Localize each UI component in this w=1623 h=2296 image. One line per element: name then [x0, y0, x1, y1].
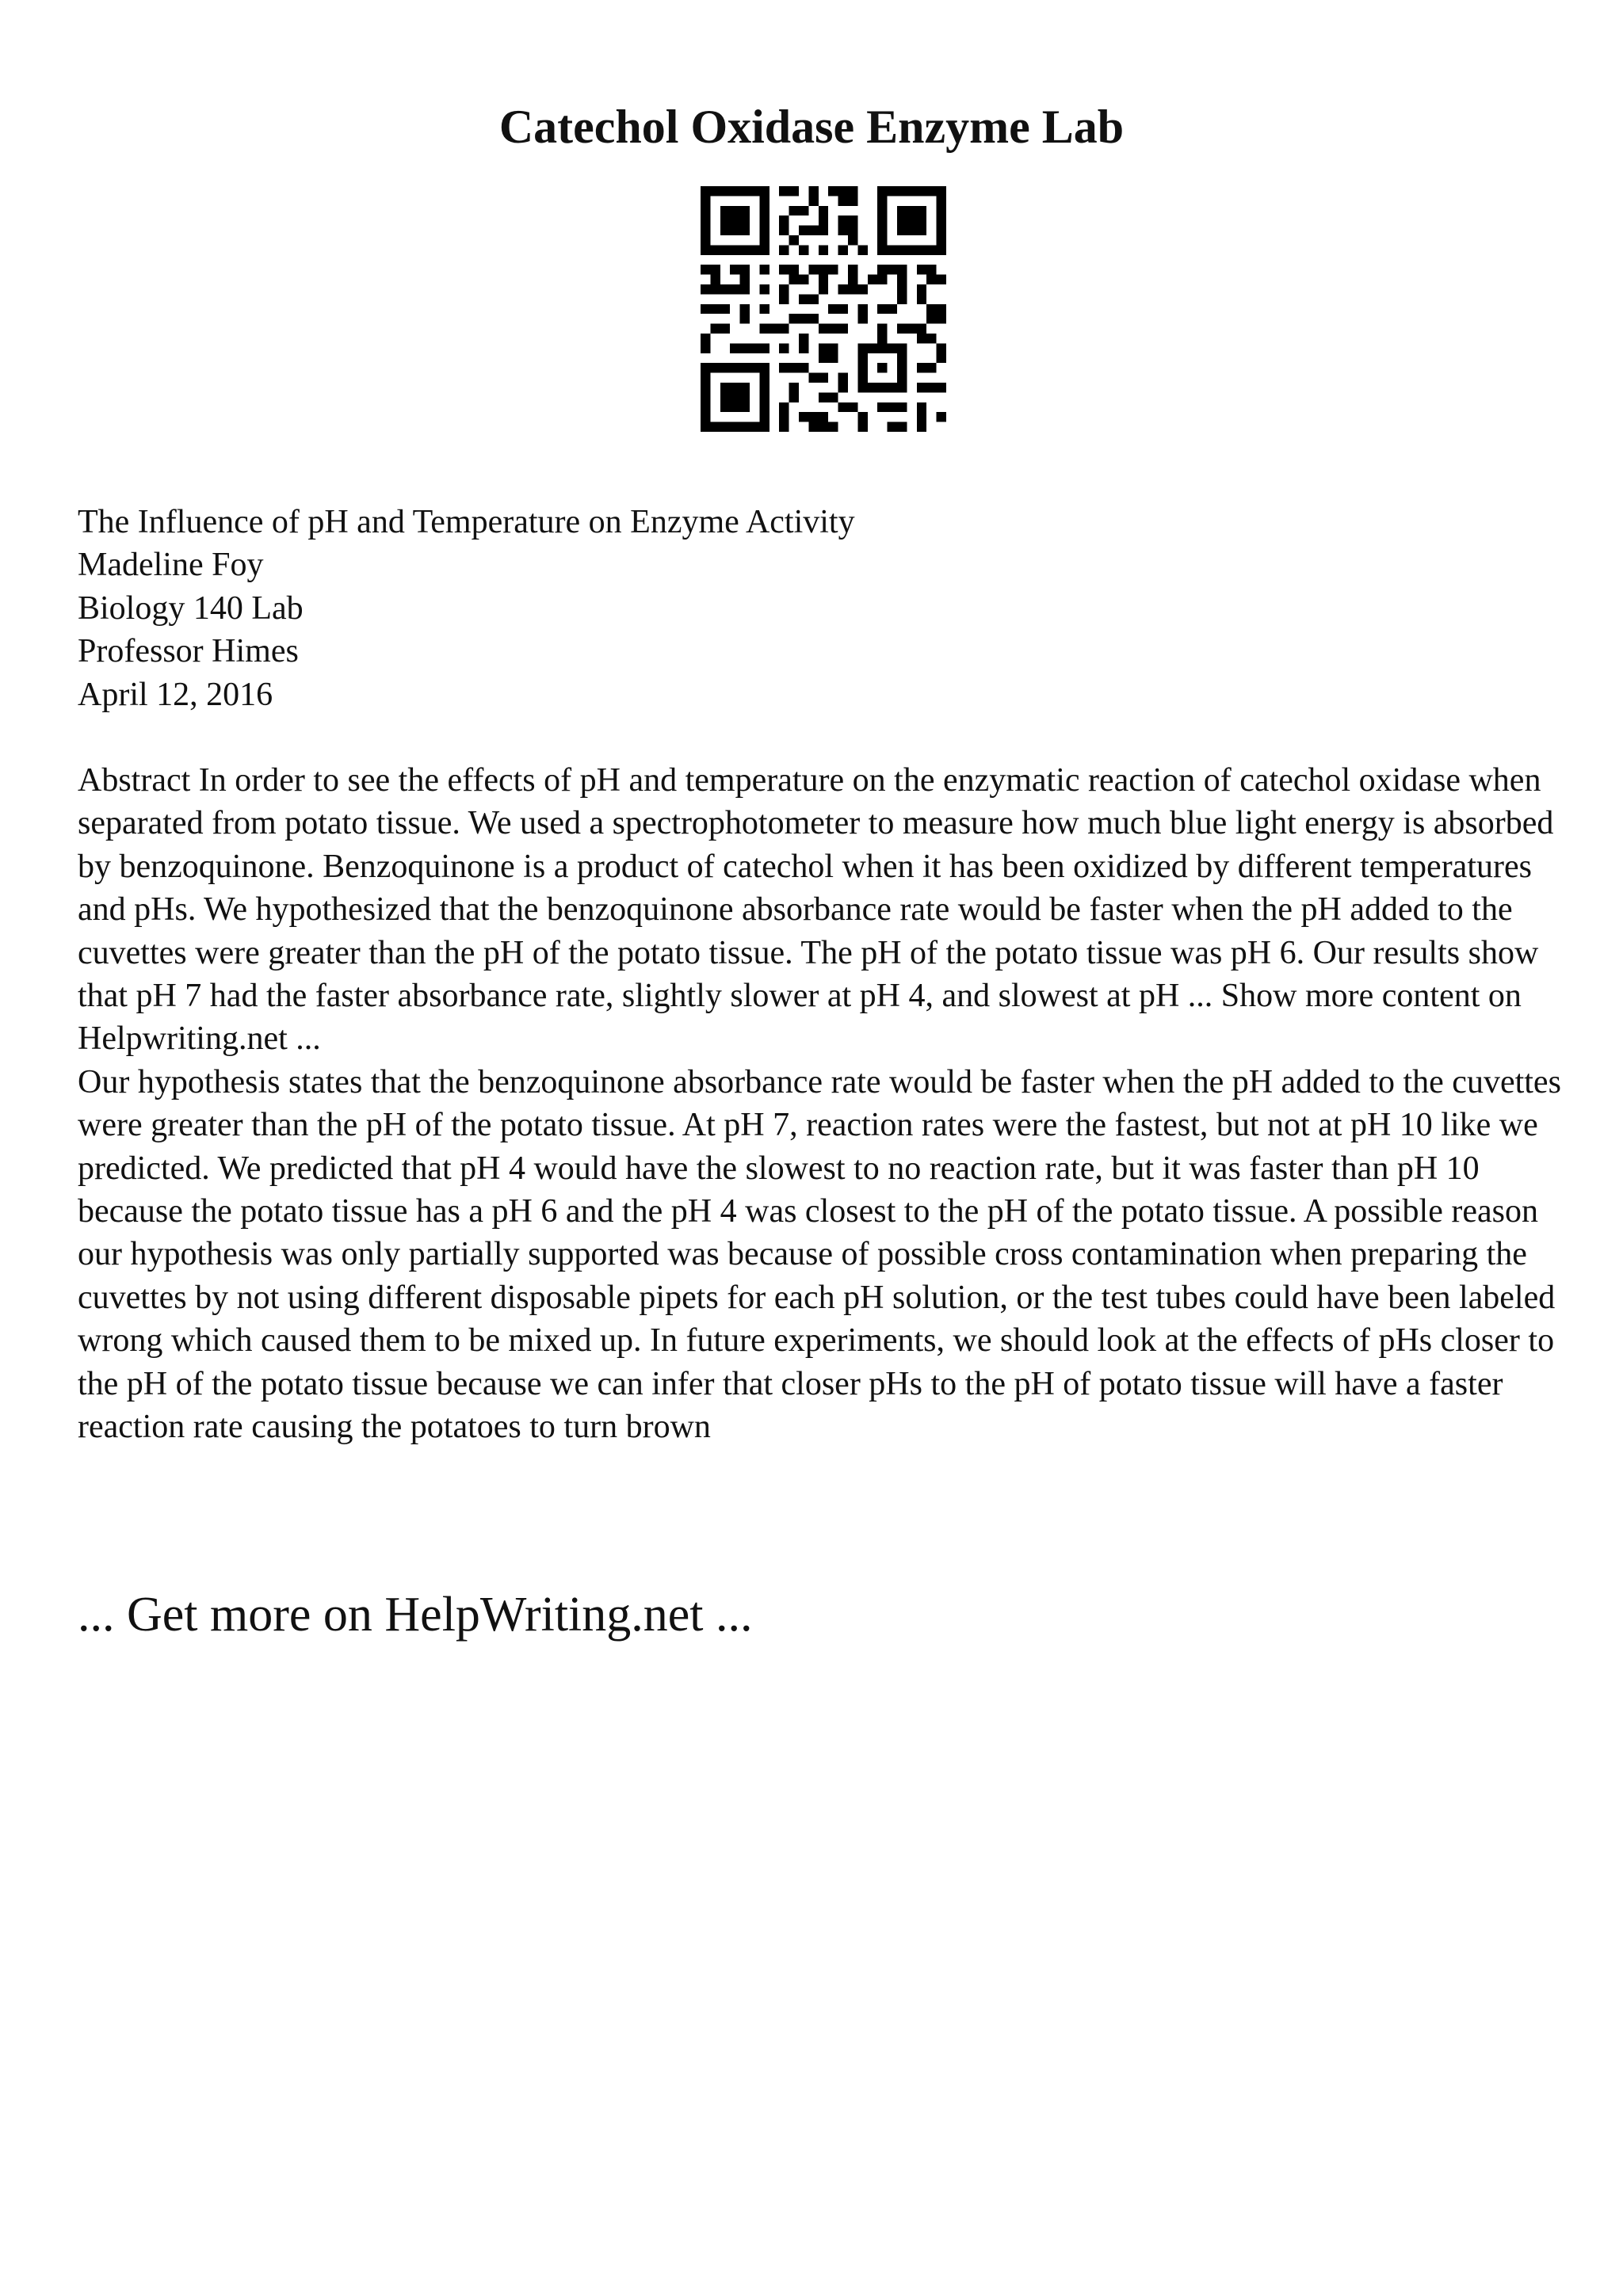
abstract-paragraph: Abstract In order to see the effects of pH and temperature on the enzymatic reaction of catechol oxidase when separated from potato tissue. We used a spectrophotometer to measure how much blue light energy is absorbed by benzoquinone. Benzoquinone is a product of catechol when it has been oxidized by different temperatures and pHs. We hypothesized that the benzoquinone absorbance rate would be faster when the pH added to the cuvettes were greater than the pH of the potato tissue. The pH of the potato tissue was pH 6. Our results show that pH 7 had the faster absorbance rate, slightly slower at pH 4, and slowest at pH ... Show more content on Helpwriting.net ...	[78, 762, 1554, 1058]
document-body	[78, 759, 1568, 1449]
discussion-paragraph: Our hypothesis states that the benzoquinone absorbance rate would be faster when the pH added to the cuvettes were greater than the pH of the potato tissue. At pH 7, reaction rates were the fastest, but not at pH 10 like we predicted. We predicted that pH 4 would have the slowest to no reaction rate, but it was faster than pH 10 because the potato tissue has a pH 6 and the pH 4 was closest to the pH of the potato tissue. A possible reason our hypothesis was only partially supported was because of possible cross contamination when preparing the cuvettes by not using different disposable pipets for each pH solution, or the test tubes could have been labeled wrong which caused them to be mixed up. In future experiments, we should look at the effects of pHs closer to the pH of the potato tissue because we can infer that closer pHs to the pH of potato tissue will have a faster reaction rate causing the potatoes to turn brown	[78, 1063, 1561, 1446]
professor-name: Professor Himes	[78, 633, 299, 670]
document-header	[78, 501, 1568, 716]
author-name: Madeline Foy	[78, 547, 264, 584]
page-title: Catechol Oxidase Enzyme Lab	[498, 101, 1125, 153]
document-subtitle: The Influence of pH and Temperature on Enzyme Activity	[78, 504, 855, 540]
qr-code	[701, 186, 946, 432]
document-date: April 12, 2016	[78, 676, 273, 713]
qr-code-image	[701, 186, 946, 432]
course-name: Biology 140 Lab	[78, 589, 304, 627]
get-more-link[interactable]: ... Get more on HelpWriting.net ...	[78, 1588, 753, 1642]
